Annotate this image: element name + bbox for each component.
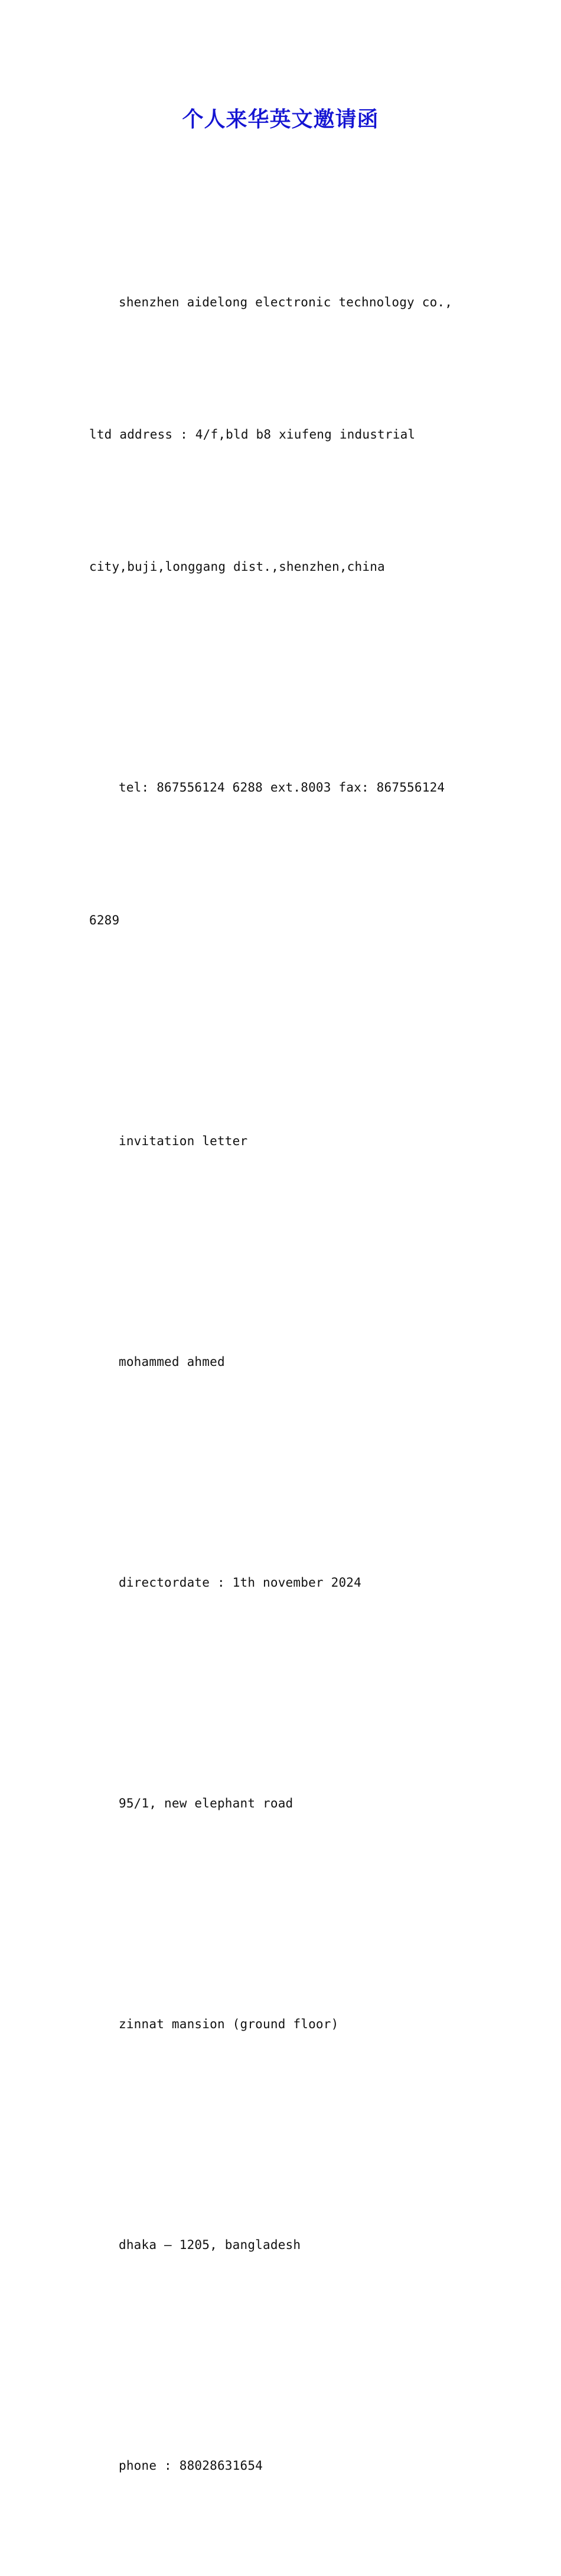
- recipient-name: [89, 1251, 467, 1472]
- text-line: tel: 867556124 6288 ext.8003 fax: 867556124: [119, 780, 445, 795]
- document-title: 个人来华英文邀请函: [182, 107, 379, 132]
- recipient-title-date: [89, 1472, 467, 1693]
- recipient-phone: [89, 2355, 467, 2576]
- text-line: phone : 88028631654: [119, 2458, 263, 2473]
- text-line: mohammed ahmed: [119, 1354, 225, 1369]
- text-line: 95/1, new elephant road: [119, 1796, 293, 1810]
- text-line: invitation letter: [119, 1133, 248, 1148]
- letter-heading: [89, 1031, 467, 1251]
- text-line: dhaka – 1205, bangladesh: [119, 2237, 301, 2252]
- recipient-address-line-1: [89, 1693, 467, 1914]
- text-line: directordate : 1th november 2024: [119, 1575, 361, 1590]
- text-line: ltd address : 4/f,bld b8 xiufeng industrial: [89, 427, 416, 442]
- text-line: zinnat mansion (ground floor): [119, 2016, 339, 2031]
- text-line: city,buji,longgang dist.,shenzhen,china: [89, 560, 385, 574]
- text-line: 6289: [89, 913, 120, 927]
- text-line: shenzhen aidelong electronic technology co.,: [119, 295, 453, 309]
- contact-paragraph: [89, 678, 467, 1031]
- document-body: [89, 192, 467, 2576]
- recipient-address-line-2: [89, 1914, 467, 2134]
- recipient-address-line-3: [89, 2134, 467, 2355]
- company-address-paragraph: [89, 192, 467, 678]
